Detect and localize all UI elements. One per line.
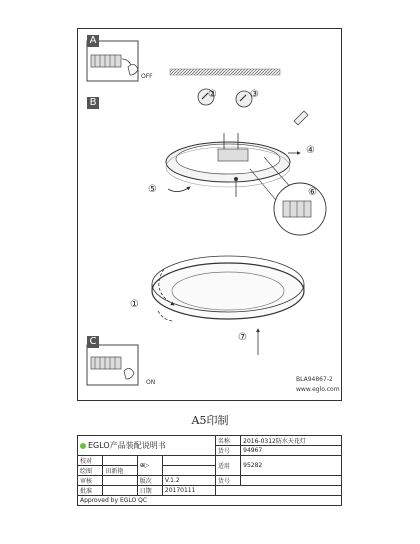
detail-6-icon [274, 183, 326, 235]
approver-label: 批准 [78, 486, 103, 496]
step-7-number: ⑦ [238, 332, 247, 343]
instruction-sheet [77, 28, 342, 401]
step-4-number: ④ [306, 145, 315, 156]
eglo-logo-icon [80, 443, 86, 449]
designer-value [103, 456, 137, 466]
designer-label: 校对 [78, 456, 103, 466]
terminal-block-c-icon [91, 357, 121, 369]
step-1-number: ① [130, 299, 139, 310]
brand-cell [78, 436, 216, 456]
applicable-label: 适用 [215, 456, 240, 476]
name-label: 名称 [215, 436, 240, 446]
drawer-label: 绘图 [78, 466, 103, 476]
step-3-number: ③ [250, 89, 259, 100]
print-note: A5印制 [191, 414, 229, 427]
applicable-value-label: 货号 [215, 476, 240, 486]
name-value: 2016-0312防水天花灯 [241, 436, 342, 446]
step-2-number: ② [208, 89, 217, 100]
assembly-drawing [78, 29, 343, 402]
off-label: OFF [141, 73, 153, 80]
title-block [77, 435, 342, 506]
drawer-value: 田新艳 [103, 466, 137, 476]
step-6-number: ⑥ [308, 187, 317, 198]
applicable-value: 95282 [241, 456, 342, 476]
version-value: V.1.2 [162, 476, 215, 486]
ceiling-hatch-icon [170, 69, 280, 75]
brand-title: EGLO产品装配说明书 [88, 441, 166, 450]
lamp-diffuser-icon [152, 256, 304, 319]
item-no-label: 货号 [215, 446, 240, 456]
version-label: 版次 [137, 476, 162, 486]
panel-b-label: B [87, 97, 99, 109]
step-5-number: ⑤ [148, 184, 157, 195]
panel-a-label: A [87, 35, 99, 47]
item-no-value: 94967 [241, 446, 342, 456]
reviewer-label: 审核 [78, 476, 103, 486]
base-plate-icon [166, 133, 292, 217]
date-label: 日期 [137, 486, 162, 496]
wall-plug-icon [294, 111, 308, 125]
date-value: 20170111 [162, 486, 215, 496]
website: www.eglo.com [296, 386, 340, 393]
approved-by: Approved by EGLO QC [78, 496, 342, 506]
projection-symbol-icon: ⊕▷ [137, 456, 162, 476]
panel-c-label: C [87, 336, 99, 348]
drawing-code: BLA94867-2 [296, 376, 333, 383]
on-label: ON [146, 379, 156, 386]
